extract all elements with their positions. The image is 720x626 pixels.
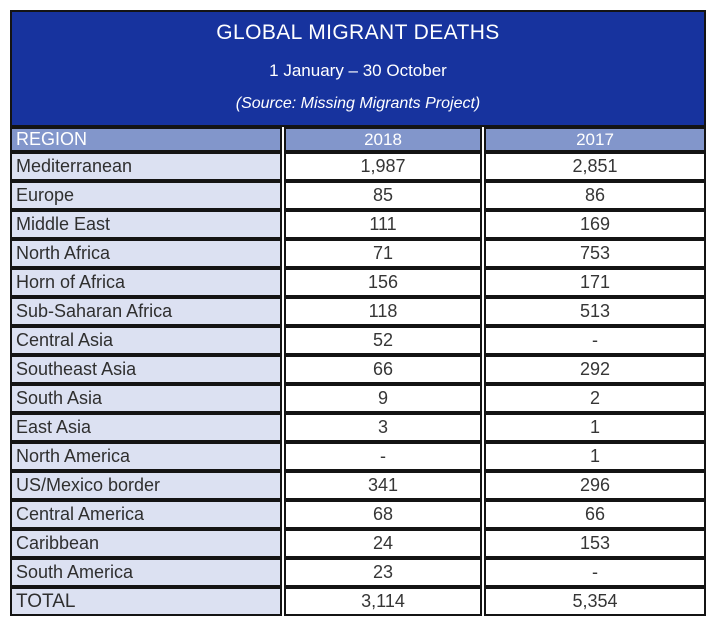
value-cell-2017: 292 (484, 355, 706, 384)
value-cell-2018: 1,987 (284, 152, 482, 181)
value-cell-2018: 156 (284, 268, 482, 297)
value-cell-2017: 171 (484, 268, 706, 297)
value-cell-2017: 753 (484, 239, 706, 268)
table-title: GLOBAL MIGRANT DEATHS (216, 20, 500, 44)
table-row (10, 268, 706, 297)
value-cell-2017: - (484, 558, 706, 587)
value-cell-2017: 86 (484, 181, 706, 210)
region-cell: South America (10, 558, 282, 587)
region-cell: Mediterranean (10, 152, 282, 181)
table-source: (Source: Missing Migrants Project) (235, 94, 481, 112)
value-cell-2018: 24 (284, 529, 482, 558)
table-row (10, 500, 706, 529)
header-row (10, 127, 706, 152)
region-cell: South Asia (10, 384, 282, 413)
value-cell-2017: 169 (484, 210, 706, 239)
region-cell: US/Mexico border (10, 471, 282, 500)
value-cell-2018: 111 (284, 210, 482, 239)
title-row (10, 10, 706, 127)
value-cell-2017: 296 (484, 471, 706, 500)
region-cell: Southeast Asia (10, 355, 282, 384)
region-cell: Caribbean (10, 529, 282, 558)
value-cell-2018: 71 (284, 239, 482, 268)
column-header-2017: 2017 (484, 127, 706, 152)
table-row (10, 239, 706, 268)
value-cell-2018: - (284, 442, 482, 471)
total-row (10, 587, 706, 616)
value-cell-2017: 66 (484, 500, 706, 529)
value-cell-2017: 2 (484, 384, 706, 413)
value-cell-2018: 341 (284, 471, 482, 500)
value-cell-2017: 513 (484, 297, 706, 326)
value-cell-2017: 153 (484, 529, 706, 558)
column-header-region: REGION (10, 127, 282, 152)
value-cell-2018: 68 (284, 500, 482, 529)
region-cell: Middle East (10, 210, 282, 239)
table-row (10, 152, 706, 181)
region-cell: Europe (10, 181, 282, 210)
table-row (10, 558, 706, 587)
value-cell-2018: 85 (284, 181, 482, 210)
value-cell-2017: 2,851 (484, 152, 706, 181)
value-cell-2018: 66 (284, 355, 482, 384)
value-cell-2018: 9 (284, 384, 482, 413)
value-cell-2018: 23 (284, 558, 482, 587)
table-row (10, 413, 706, 442)
title-block (10, 10, 706, 127)
table-row (10, 181, 706, 210)
table-row (10, 529, 706, 558)
total-label-cell: TOTAL (10, 587, 282, 616)
value-cell-2018: 52 (284, 326, 482, 355)
value-cell-2018: 3 (284, 413, 482, 442)
table-row (10, 471, 706, 500)
value-cell-2018: 118 (284, 297, 482, 326)
total-value-cell-2018: 3,114 (284, 587, 482, 616)
region-cell: Horn of Africa (10, 268, 282, 297)
total-value-cell-2017: 5,354 (484, 587, 706, 616)
region-cell: Central Asia (10, 326, 282, 355)
region-cell: Sub-Saharan Africa (10, 297, 282, 326)
table-row (10, 210, 706, 239)
table-row (10, 297, 706, 326)
migrant-deaths-table (8, 10, 708, 616)
region-cell: North Africa (10, 239, 282, 268)
table-row (10, 355, 706, 384)
value-cell-2017: 1 (484, 413, 706, 442)
table-row (10, 326, 706, 355)
table-subtitle: 1 January – 30 October (269, 60, 447, 80)
region-cell: East Asia (10, 413, 282, 442)
table-row (10, 442, 706, 471)
table-row (10, 384, 706, 413)
region-cell: North America (10, 442, 282, 471)
region-cell: Central America (10, 500, 282, 529)
value-cell-2017: - (484, 326, 706, 355)
value-cell-2017: 1 (484, 442, 706, 471)
column-header-2018: 2018 (284, 127, 482, 152)
